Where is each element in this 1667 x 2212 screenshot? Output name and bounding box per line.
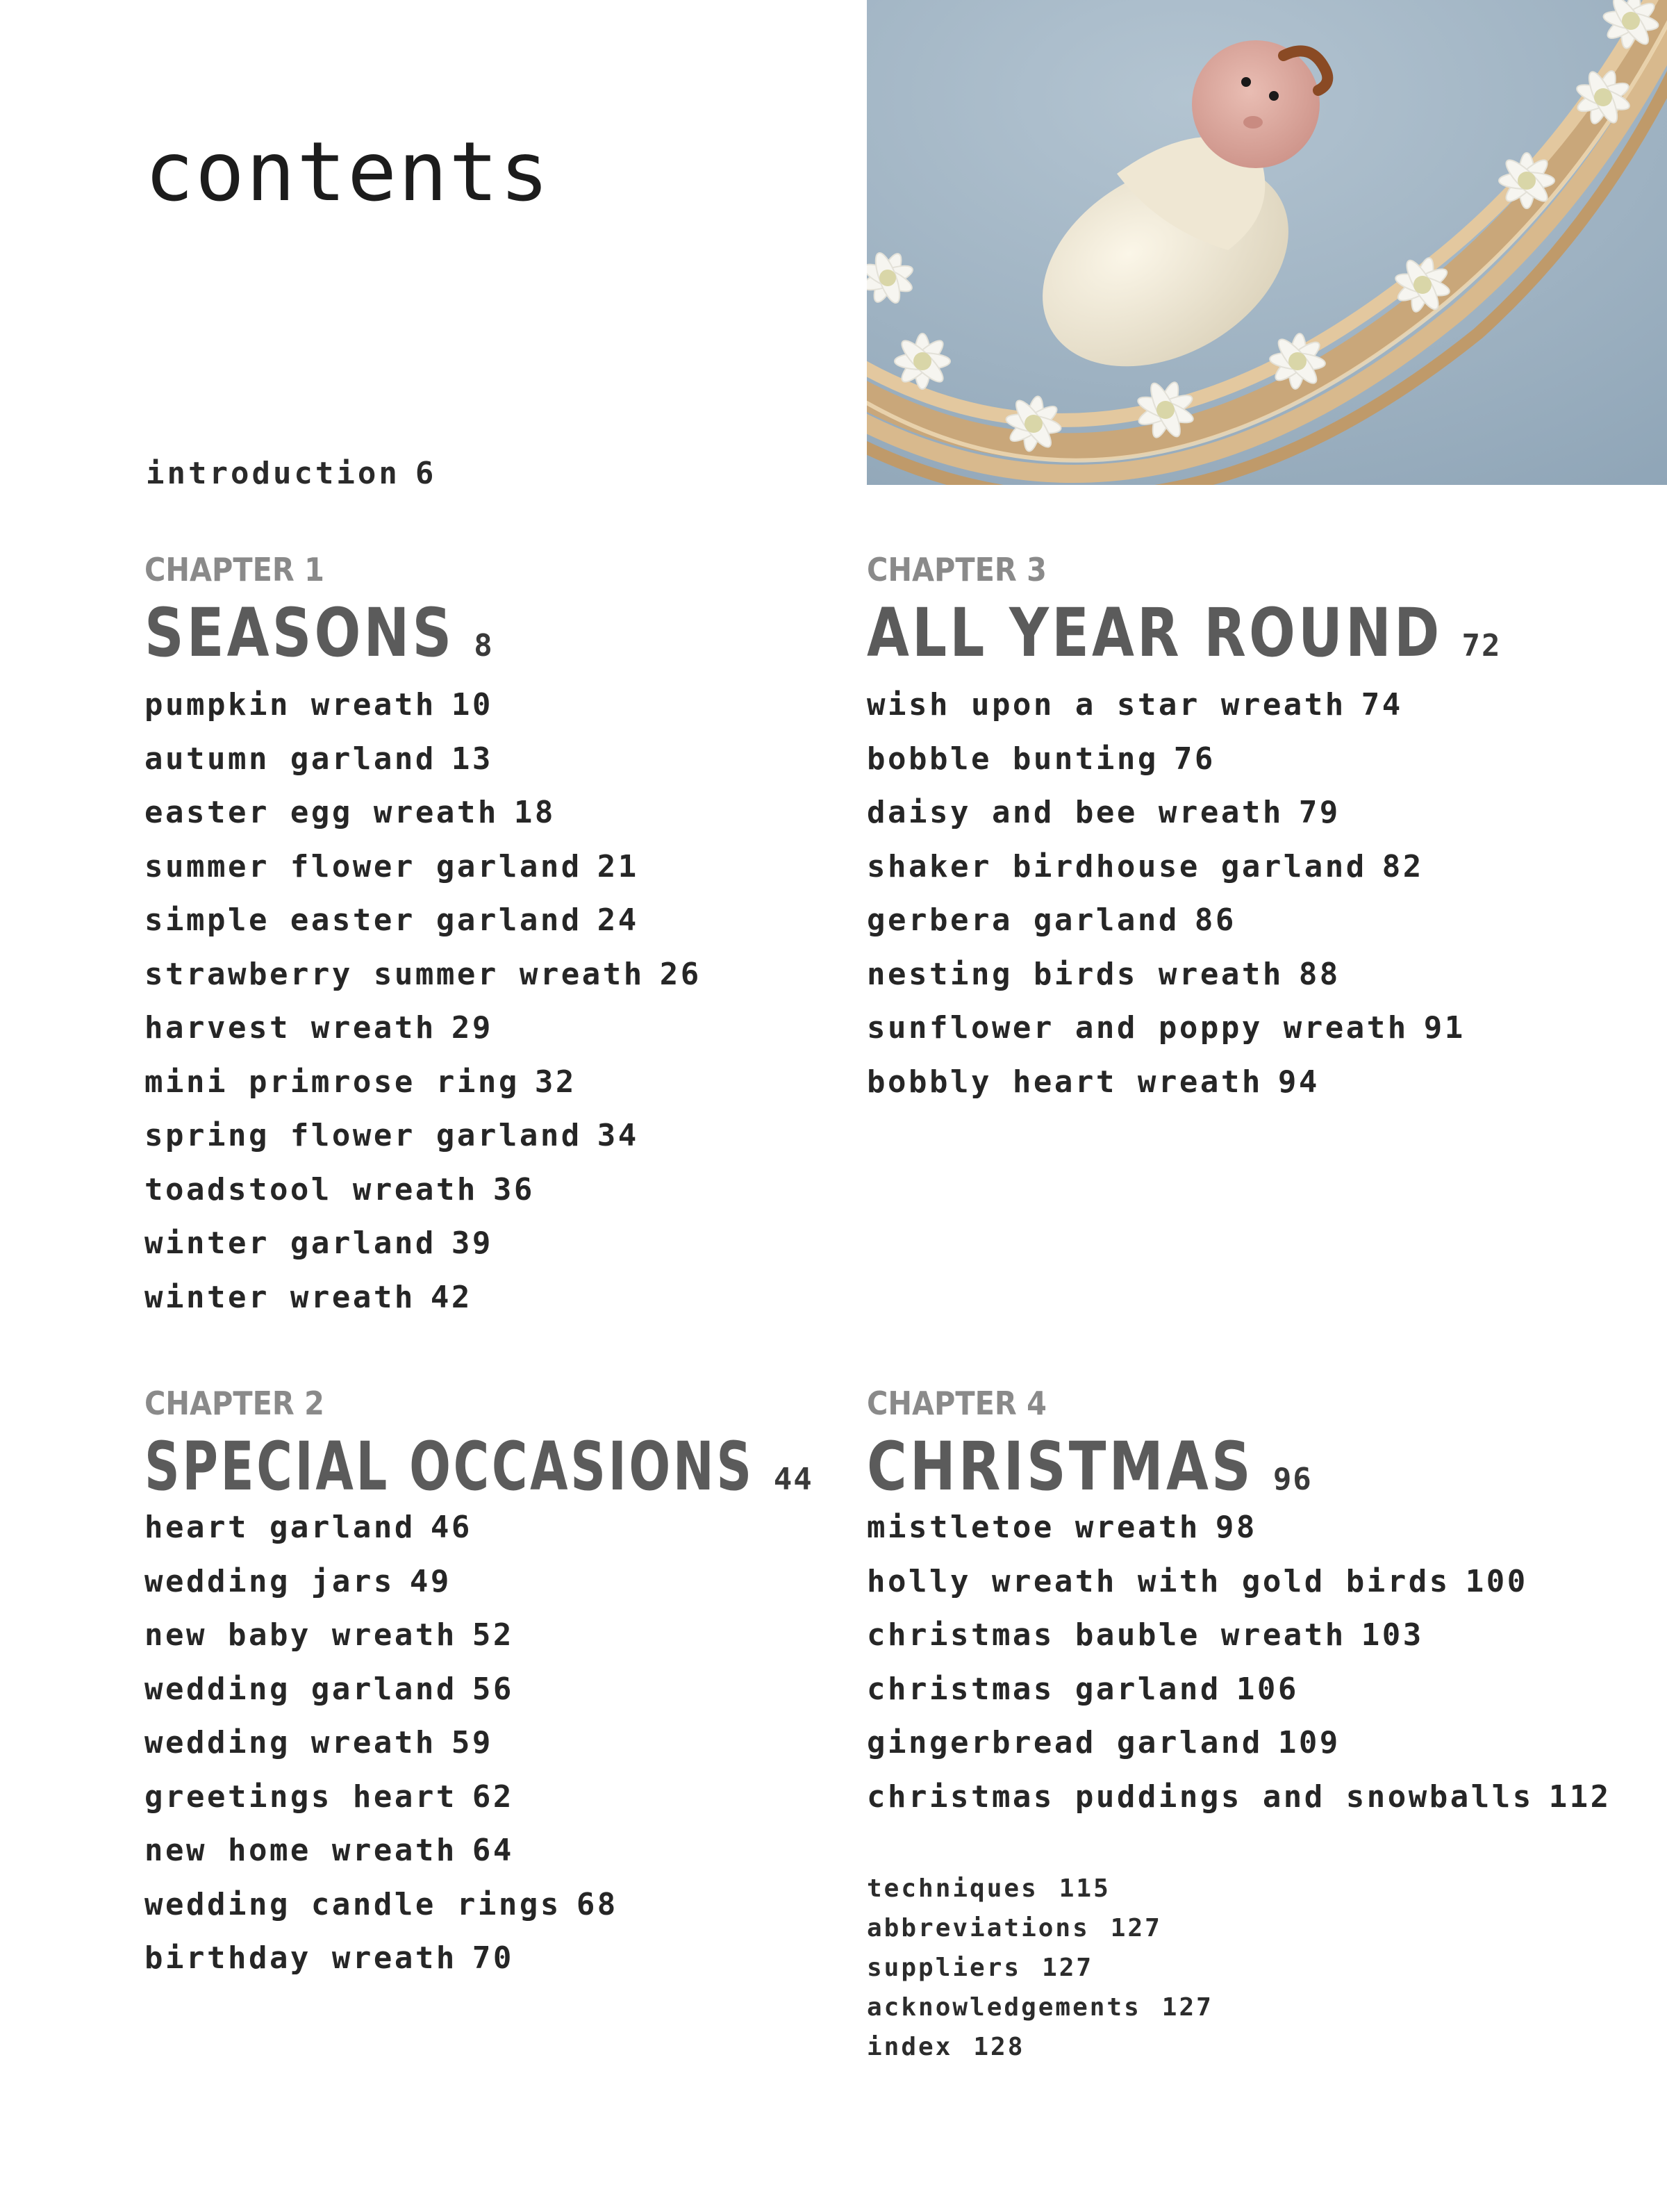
chapter-page-number: 72	[1461, 628, 1502, 663]
entry-title: bobbly heart wreath	[867, 1064, 1263, 1100]
toc-entry[interactable]	[144, 1501, 813, 1555]
entry-title: christmas bauble wreath	[867, 1617, 1346, 1653]
toc-entry[interactable]	[144, 1109, 702, 1163]
entry-title: introduction	[146, 456, 400, 491]
toc-entry[interactable]	[144, 1055, 702, 1109]
entry-title: autumn garland	[144, 741, 436, 777]
chapter-title: CHRISTMAS	[867, 1428, 1254, 1505]
entry-title: bobble bunting	[867, 741, 1159, 777]
entry-page-number: 10	[451, 687, 493, 723]
entry-page-number: 64	[472, 1833, 514, 1868]
chapter-label: CHAPTER 3	[867, 551, 1047, 588]
toc-entry[interactable]	[867, 1055, 1501, 1109]
toc-entry[interactable]	[867, 1662, 1611, 1717]
toc-entry[interactable]	[867, 1001, 1501, 1055]
entry-title: wedding jars	[144, 1563, 395, 1599]
toc-entry-introduction[interactable]	[146, 453, 436, 495]
toc-entry[interactable]	[867, 678, 1501, 732]
chapter-label: CHAPTER 1	[144, 551, 324, 588]
back-matter-entry[interactable]	[867, 2027, 1213, 2067]
entry-title: new baby wreath	[144, 1617, 457, 1653]
entry-page-number: 68	[576, 1886, 618, 1922]
toc-entry[interactable]	[144, 1001, 702, 1055]
entry-title: winter garland	[144, 1225, 436, 1261]
toc-entry[interactable]	[144, 1608, 813, 1662]
toc-entry[interactable]	[144, 840, 702, 894]
back-matter-list	[867, 1869, 1213, 2067]
entry-page-number: 82	[1382, 848, 1424, 884]
chapter-4-section	[867, 1384, 1611, 1824]
chapter-entries	[867, 678, 1501, 1109]
chapter-label: CHAPTER 2	[144, 1385, 324, 1422]
entry-page-number: 59	[451, 1725, 493, 1760]
chapter-title: SEASONS	[144, 594, 455, 672]
entry-title: greetings heart	[144, 1778, 457, 1815]
toc-entry[interactable]	[144, 1163, 702, 1217]
chapter-entries	[867, 1501, 1611, 1824]
entry-page-number: 34	[597, 1118, 639, 1153]
toc-entry[interactable]	[144, 893, 702, 948]
back-matter-entry[interactable]	[867, 1948, 1213, 1988]
entry-page-number: 88	[1298, 956, 1341, 992]
entry-title: sunflower and poppy wreath	[867, 1010, 1409, 1046]
toc-entry[interactable]	[144, 1824, 813, 1878]
entry-title: mistletoe wreath	[867, 1510, 1200, 1545]
entry-title: nesting birds wreath	[867, 956, 1284, 992]
entry-page-number: 100	[1465, 1563, 1528, 1599]
entry-page-number: 18	[513, 795, 556, 830]
entry-title: heart garland	[144, 1510, 415, 1545]
toc-entry[interactable]	[867, 1501, 1611, 1555]
chapter-page-number: 96	[1272, 1462, 1313, 1497]
toc-entry[interactable]	[867, 840, 1501, 894]
toc-entry[interactable]	[144, 1716, 813, 1770]
toc-entry[interactable]	[144, 948, 702, 1002]
toc-entry[interactable]	[144, 1216, 702, 1271]
entry-page-number: 115	[1059, 1874, 1111, 1903]
entry-page-number: 39	[451, 1225, 493, 1261]
entry-title: spring flower garland	[144, 1118, 582, 1153]
toc-entry[interactable]	[144, 678, 702, 732]
photo-illustration	[867, 0, 1667, 485]
entry-title: winter wreath	[144, 1279, 415, 1315]
entry-title: new home wreath	[144, 1833, 457, 1868]
entry-title: gerbera garland	[867, 902, 1179, 938]
entry-title: wish upon a star wreath	[867, 687, 1346, 723]
entry-title: wedding wreath	[144, 1725, 436, 1760]
chapter-entries	[144, 1501, 813, 1986]
entry-page-number: 128	[973, 2033, 1025, 2061]
toc-entry[interactable]	[867, 786, 1501, 840]
chapter-entries	[144, 678, 702, 1324]
chapter-heading[interactable]	[867, 1430, 1611, 1503]
chapter-2-section	[144, 1384, 813, 1986]
entry-title: suppliers	[867, 1954, 1022, 1982]
toc-entry[interactable]	[144, 1878, 813, 1932]
toc-entry[interactable]	[867, 1555, 1611, 1609]
entry-page-number: 13	[451, 741, 493, 777]
entry-page-number: 127	[1161, 1993, 1213, 2022]
entry-title: techniques	[867, 1874, 1038, 1903]
entry-page-number: 112	[1548, 1778, 1611, 1815]
chapter-3-section	[867, 550, 1501, 1109]
toc-entry[interactable]	[867, 1716, 1611, 1770]
entry-title: daisy and bee wreath	[867, 795, 1284, 830]
chapter-heading[interactable]	[867, 596, 1501, 670]
entry-page-number: 127	[1110, 1914, 1162, 1942]
entry-page-number: 62	[472, 1778, 514, 1815]
chapter-label: CHAPTER 4	[867, 1385, 1047, 1422]
entry-title: gingerbread garland	[867, 1725, 1263, 1760]
toc-entry[interactable]	[867, 948, 1501, 1002]
entry-page-number: 70	[472, 1940, 514, 1976]
entry-page-number: 74	[1361, 687, 1403, 723]
entry-page-number: 127	[1042, 1954, 1094, 1982]
page-title: contents	[144, 124, 551, 220]
entry-title: strawberry summer wreath	[144, 956, 645, 992]
entry-title: christmas garland	[867, 1671, 1221, 1707]
chapter-page-number: 8	[474, 628, 494, 663]
entry-page-number: 86	[1194, 902, 1236, 938]
entry-title: harvest wreath	[144, 1010, 436, 1046]
chapter-page-number: 44	[773, 1462, 813, 1497]
chapter-heading[interactable]	[144, 1430, 813, 1503]
entry-title: index	[867, 2033, 953, 2061]
toc-entry[interactable]	[144, 1770, 813, 1824]
toc-entry[interactable]	[144, 1555, 813, 1609]
entry-page-number: 42	[430, 1279, 472, 1315]
entry-page-number: 26	[659, 956, 702, 992]
chapter-1-section	[144, 550, 702, 1324]
entry-title: shaker birdhouse garland	[867, 848, 1367, 884]
entry-page-number: 94	[1277, 1064, 1320, 1100]
entry-page-number: 6	[415, 456, 437, 491]
entry-page-number: 103	[1361, 1617, 1424, 1653]
back-matter-entry[interactable]	[867, 1988, 1213, 2027]
entry-page-number: 109	[1277, 1725, 1341, 1760]
toc-entry[interactable]	[144, 732, 702, 786]
entry-page-number: 29	[451, 1010, 493, 1046]
entry-title: abbreviations	[867, 1914, 1090, 1942]
entry-page-number: 56	[472, 1671, 514, 1707]
entry-page-number: 49	[409, 1563, 451, 1599]
entry-title: pumpkin wreath	[144, 687, 436, 723]
entry-title: holly wreath with gold birds	[867, 1563, 1450, 1599]
entry-page-number: 52	[472, 1617, 514, 1653]
toc-entry[interactable]	[144, 1662, 813, 1717]
toc-entry[interactable]	[144, 1931, 813, 1986]
entry-page-number: 24	[597, 902, 639, 938]
entry-page-number: 79	[1298, 795, 1341, 830]
entry-page-number: 21	[597, 848, 639, 884]
entry-title: birthday wreath	[144, 1940, 457, 1976]
entry-title: mini primrose ring	[144, 1064, 520, 1100]
entry-page-number: 76	[1173, 741, 1216, 777]
entry-title: easter egg wreath	[144, 795, 499, 830]
chapter-heading[interactable]	[144, 596, 702, 670]
chapter-title: SPECIAL OCCASIONS	[144, 1428, 754, 1505]
entry-page-number: 36	[492, 1171, 535, 1207]
entry-title: simple easter garland	[144, 902, 582, 938]
entry-title: toadstool wreath	[144, 1171, 478, 1207]
entry-title: wedding candle rings	[144, 1886, 561, 1922]
crochet-baby-wreath-photo	[867, 0, 1667, 485]
toc-entry[interactable]	[867, 732, 1501, 786]
toc-entry[interactable]	[867, 893, 1501, 948]
toc-entry[interactable]	[867, 1770, 1611, 1824]
entry-page-number: 91	[1423, 1010, 1466, 1046]
entry-page-number: 46	[430, 1510, 472, 1545]
entry-page-number: 106	[1236, 1671, 1299, 1707]
entry-page-number: 98	[1215, 1510, 1257, 1545]
chapter-title: ALL YEAR ROUND	[867, 594, 1443, 672]
toc-entry[interactable]	[867, 1608, 1611, 1662]
toc-entry[interactable]	[144, 786, 702, 840]
entry-title: summer flower garland	[144, 848, 582, 884]
entry-title: christmas puddings and snowballs	[867, 1778, 1534, 1815]
toc-entry[interactable]	[144, 1271, 702, 1325]
back-matter-entry[interactable]	[867, 1869, 1213, 1908]
entry-title: wedding garland	[144, 1671, 457, 1707]
back-matter-entry[interactable]	[867, 1908, 1213, 1948]
entry-title: acknowledgements	[867, 1993, 1141, 2022]
entry-page-number: 32	[534, 1064, 577, 1100]
